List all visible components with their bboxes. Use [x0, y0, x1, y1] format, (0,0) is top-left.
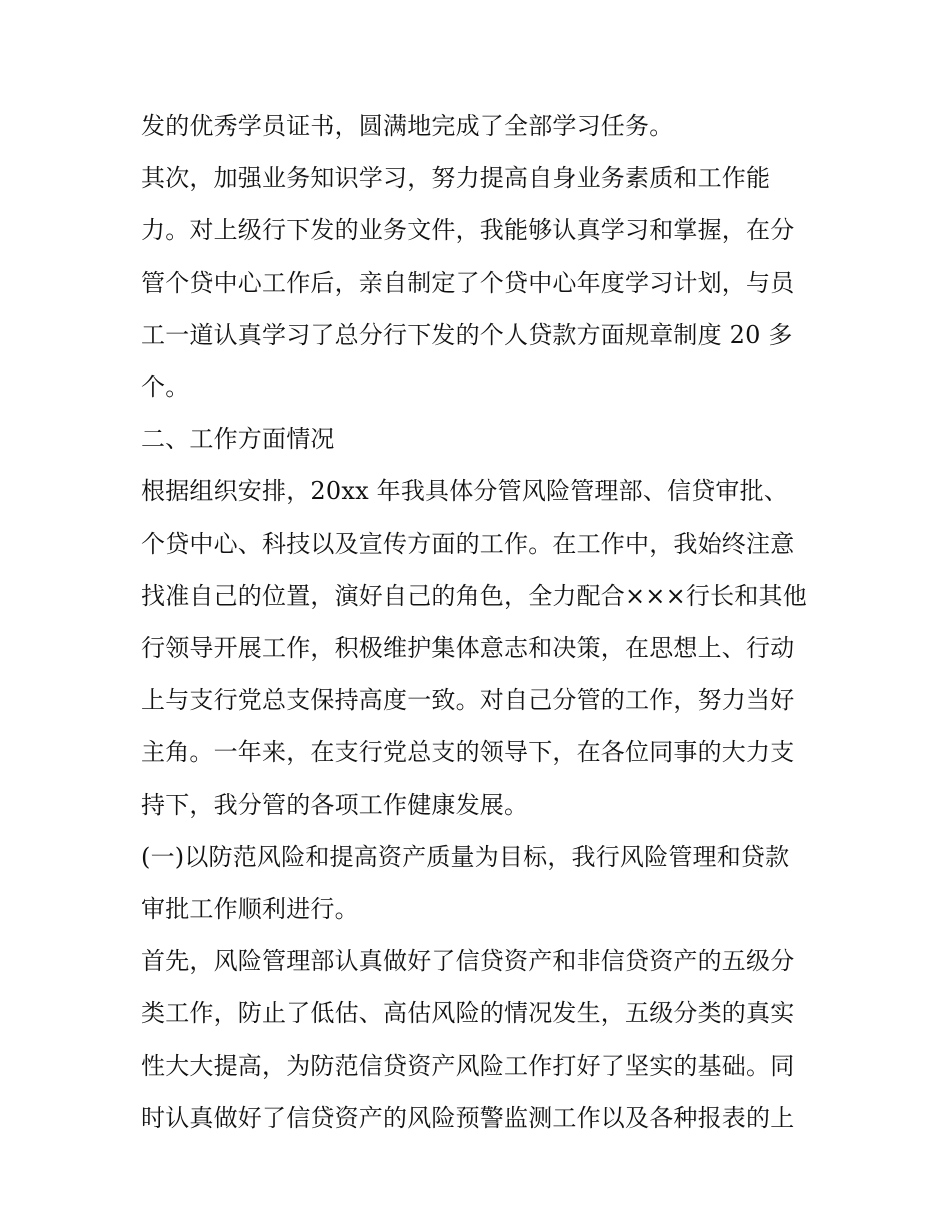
text-line: 行领导开展工作，积极维护集体意志和决策，在思想上、行动	[141, 634, 795, 663]
text-line: 发的优秀学员证书，圆满地完成了全部学习任务。	[141, 112, 674, 140]
text-line: 性大大提高，为防范信贷资产风险工作打好了坚实的基础。同	[141, 1051, 795, 1080]
text-line: 力。对上级行下发的业务文件，我能够认真学习和掌握，在分	[141, 216, 795, 245]
text-line: 审批工作顺利进行。	[141, 895, 359, 924]
text-line: 首先，风险管理部认真做好了信贷资产和非信贷资产的五级分	[141, 947, 795, 976]
document-body	[141, 100, 821, 1144]
text-line: 其次，加强业务知识学习，努力提高自身业务素质和工作能	[141, 164, 771, 193]
text-line: 根据组织安排，20xx 年我具体分管风险管理部、信贷审批、	[141, 477, 789, 506]
text-line: 类工作，防止了低估、高估风险的情况发生，五级分类的真实	[141, 999, 795, 1028]
section-heading: 二、工作方面情况	[141, 425, 335, 454]
text-line: 时认真做好了信贷资产的风险预警监测工作以及各种报表的上	[141, 1103, 795, 1132]
text-line: 找准自己的位置，演好自己的角色，全力配合×××行长和其他	[141, 581, 807, 610]
text-line: 管个贷中心工作后，亲自制定了个贷中心年度学习计划，与员	[141, 268, 795, 297]
text-line: 主角。一年来，在支行党总支的领导下，在各位同事的大力支	[141, 738, 795, 767]
text-line: 持下，我分管的各项工作健康发展。	[141, 790, 529, 819]
text-line: 工一道认真学习了总分行下发的个人贷款方面规章制度 20 多	[141, 320, 793, 349]
text-line: 上与支行党总支保持高度一致。对自己分管的工作，努力当好	[141, 686, 795, 715]
text-line: 个贷中心、科技以及宣传方面的工作。在工作中，我始终注意	[141, 529, 795, 558]
subsection-heading: (一)以防范风险和提高资产质量为目标，我行风险管理和贷款	[141, 842, 790, 871]
text-line: 个。	[141, 373, 190, 402]
